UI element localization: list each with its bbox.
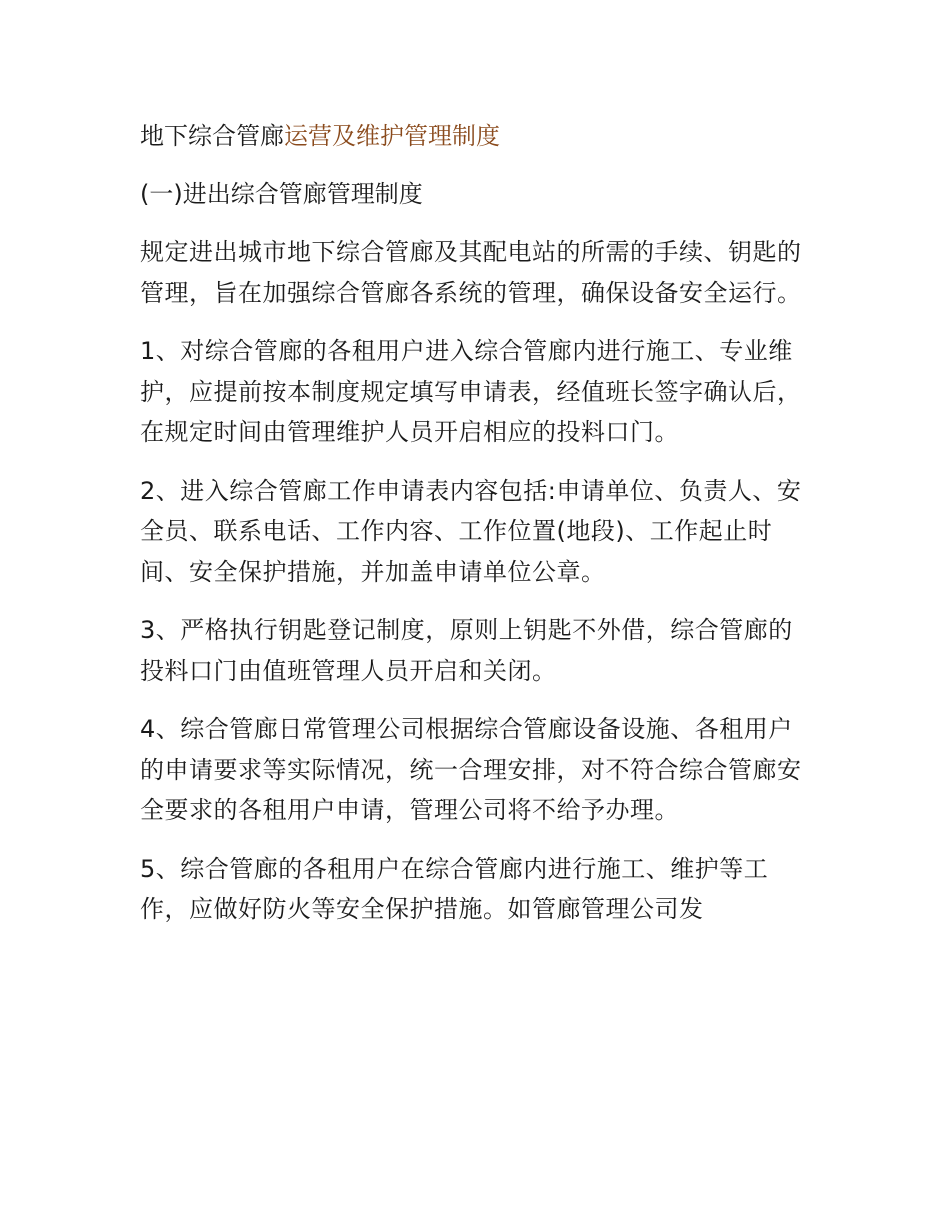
paragraph-item-5: 5、综合管廊的各租用户在综合管廊内进行施工、维护等工作，应做好防火等安全保护措施。如管廊管理公司发 <box>140 854 769 923</box>
paragraph-item-4: 4、综合管廊日常管理公司根据综合管廊设备设施、各租用户的申请要求等实际情况，统一合理安排，对不符合综合管廊安全要求的各租用户申请，管理公司将不给予办理。 <box>140 715 802 824</box>
paragraph-item-3: 3、严格执行钥匙登记制度，原则上钥匙不外借，综合管廊的投料口门由值班管理人员开启和关闭。 <box>140 616 793 685</box>
section-heading: (一)进出综合管廊管理制度 <box>140 180 423 208</box>
title-accent: 运营及维护管理制度 <box>284 122 500 150</box>
document-page <box>140 116 815 948</box>
title-prefix: 地下综合管廊 <box>140 122 284 150</box>
document-title <box>140 116 815 156</box>
paragraph-intro: 规定进出城市地下综合管廊及其配电站的所需的手续、钥匙的管理，旨在加强综合管廊各系统的管理，确保设备安全运行。 <box>140 238 802 307</box>
paragraph-item-1: 1、对综合管廊的各租用户进入综合管廊内进行施工、专业维护，应提前按本制度规定填写申请表，经值班长签字确认后，在规定时间由管理维护人员开启相应的投料口门。 <box>140 337 802 446</box>
paragraph-item-2: 2、进入综合管廊工作申请表内容包括:申请单位、负责人、安全员、联系电话、工作内容、工作位置(地段)、工作起止时间、安全保护措施，并加盖申请单位公章。 <box>140 476 802 586</box>
